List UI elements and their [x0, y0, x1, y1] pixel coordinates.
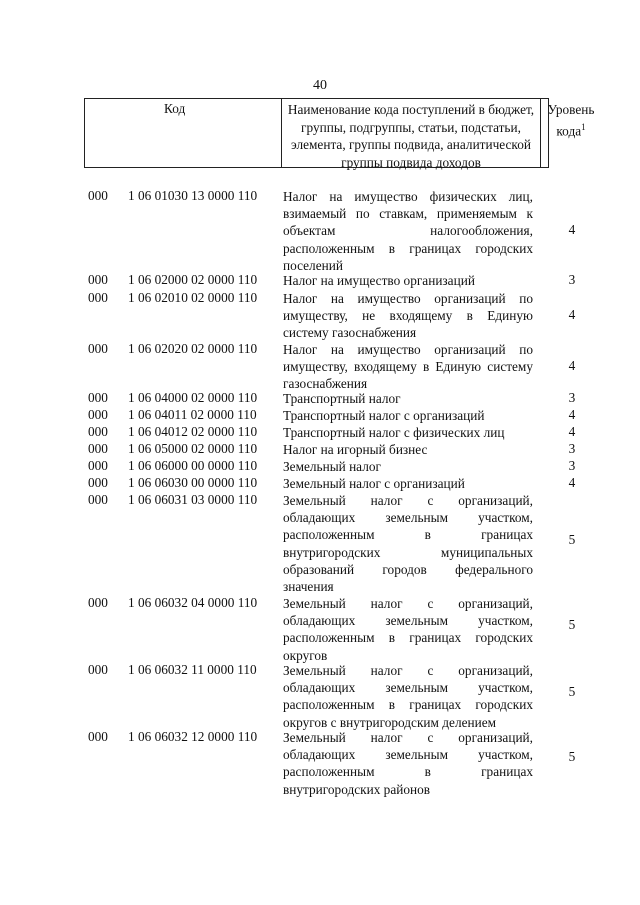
code-level: 3	[568, 441, 576, 456]
income-code: 1 06 06032 11 0000 110	[128, 662, 257, 677]
admin-code: 000	[88, 188, 108, 203]
income-name: Земельный налог с организаций, обладающих земельным участком, расположенным в границах внутригородских муниципальных образований городов федерального значения	[283, 493, 533, 595]
income-name: Налог на имущество физических лиц, взимаемый по ставкам, применяемым к объектам налогообложения, расположенным в границах городских поселений	[283, 189, 533, 273]
admin-code: 000	[88, 424, 108, 439]
admin-code: 000	[88, 407, 108, 422]
income-code: 1 06 02000 02 0000 110	[128, 272, 258, 287]
admin-code: 000	[88, 458, 108, 473]
income-name: Земельный налог с организаций, обладающих земельным участком, расположенным в границах городских округов с внутригородским делением	[283, 663, 533, 730]
admin-code: 000	[88, 341, 108, 356]
income-name: Транспортный налог с физических лиц	[283, 425, 505, 440]
code-level: 5	[568, 749, 576, 764]
admin-code: 000	[88, 475, 108, 490]
income-code: 1 06 06000 00 0000 110	[128, 458, 258, 473]
code-level: 3	[568, 390, 576, 405]
income-code: 1 06 05000 02 0000 110	[128, 441, 258, 456]
income-code: 1 06 04011 02 0000 110	[128, 407, 257, 422]
code-level: 5	[568, 532, 576, 547]
income-name: Транспортный налог	[283, 391, 401, 406]
admin-code: 000	[88, 729, 108, 744]
income-name: Земельный налог с организаций	[283, 476, 465, 491]
code-level: 4	[568, 475, 576, 490]
code-level: 4	[568, 358, 576, 373]
income-code: 1 06 06032 04 0000 110	[128, 595, 258, 610]
income-code: 1 06 06032 12 0000 110	[128, 729, 258, 744]
income-code: 1 06 01030 13 0000 110	[128, 188, 258, 203]
admin-code: 000	[88, 492, 108, 507]
code-level: 4	[568, 222, 576, 237]
income-code: 1 06 06030 00 0000 110	[128, 475, 258, 490]
income-code: 1 06 04000 02 0000 110	[128, 390, 258, 405]
code-level: 4	[568, 424, 576, 439]
admin-code: 000	[88, 390, 108, 405]
income-name: Земельный налог с организаций, обладающих земельным участком, расположенным в границах внутригородских районов	[283, 730, 533, 797]
income-code: 1 06 02020 02 0000 110	[128, 341, 258, 356]
header-level	[541, 101, 601, 139]
header-name: Наименование кода поступлений в бюджет, группы, подгруппы, статьи, подстатьи, элемента, группы подвида, аналитической группы подвида доходов	[287, 102, 535, 170]
page-number: 40	[313, 78, 327, 93]
income-code: 1 06 02010 02 0000 110	[128, 290, 258, 305]
admin-code: 000	[88, 662, 108, 677]
income-name: Налог на имущество организаций по имуществу, не входящему в Единую систему газоснабжения	[283, 291, 533, 341]
admin-code: 000	[88, 272, 108, 287]
income-name: Транспортный налог с организаций	[283, 408, 485, 423]
code-level: 5	[568, 617, 576, 632]
income-name: Налог на имущество организаций	[283, 273, 475, 288]
code-level: 3	[568, 458, 576, 473]
header-level-text: Уровень кода	[547, 102, 595, 138]
header-level-footnote: 1	[581, 121, 586, 132]
code-level: 5	[568, 684, 576, 699]
income-code: 1 06 06031 03 0000 110	[128, 492, 258, 507]
income-name: Земельный налог с организаций, обладающих земельным участком, расположенным в границах городских округов	[283, 596, 533, 663]
code-level: 4	[568, 407, 576, 422]
income-name: Налог на игорный бизнес	[283, 442, 428, 457]
admin-code: 000	[88, 441, 108, 456]
header-code: Код	[164, 101, 186, 116]
income-name: Налог на имущество организаций по имуществу, входящему в Единую систему газоснабжения	[283, 342, 533, 392]
admin-code: 000	[88, 595, 108, 610]
income-name: Земельный налог	[283, 459, 381, 474]
income-code: 1 06 04012 02 0000 110	[128, 424, 258, 439]
code-level: 3	[568, 272, 576, 287]
admin-code: 000	[88, 290, 108, 305]
code-level: 4	[568, 307, 576, 322]
